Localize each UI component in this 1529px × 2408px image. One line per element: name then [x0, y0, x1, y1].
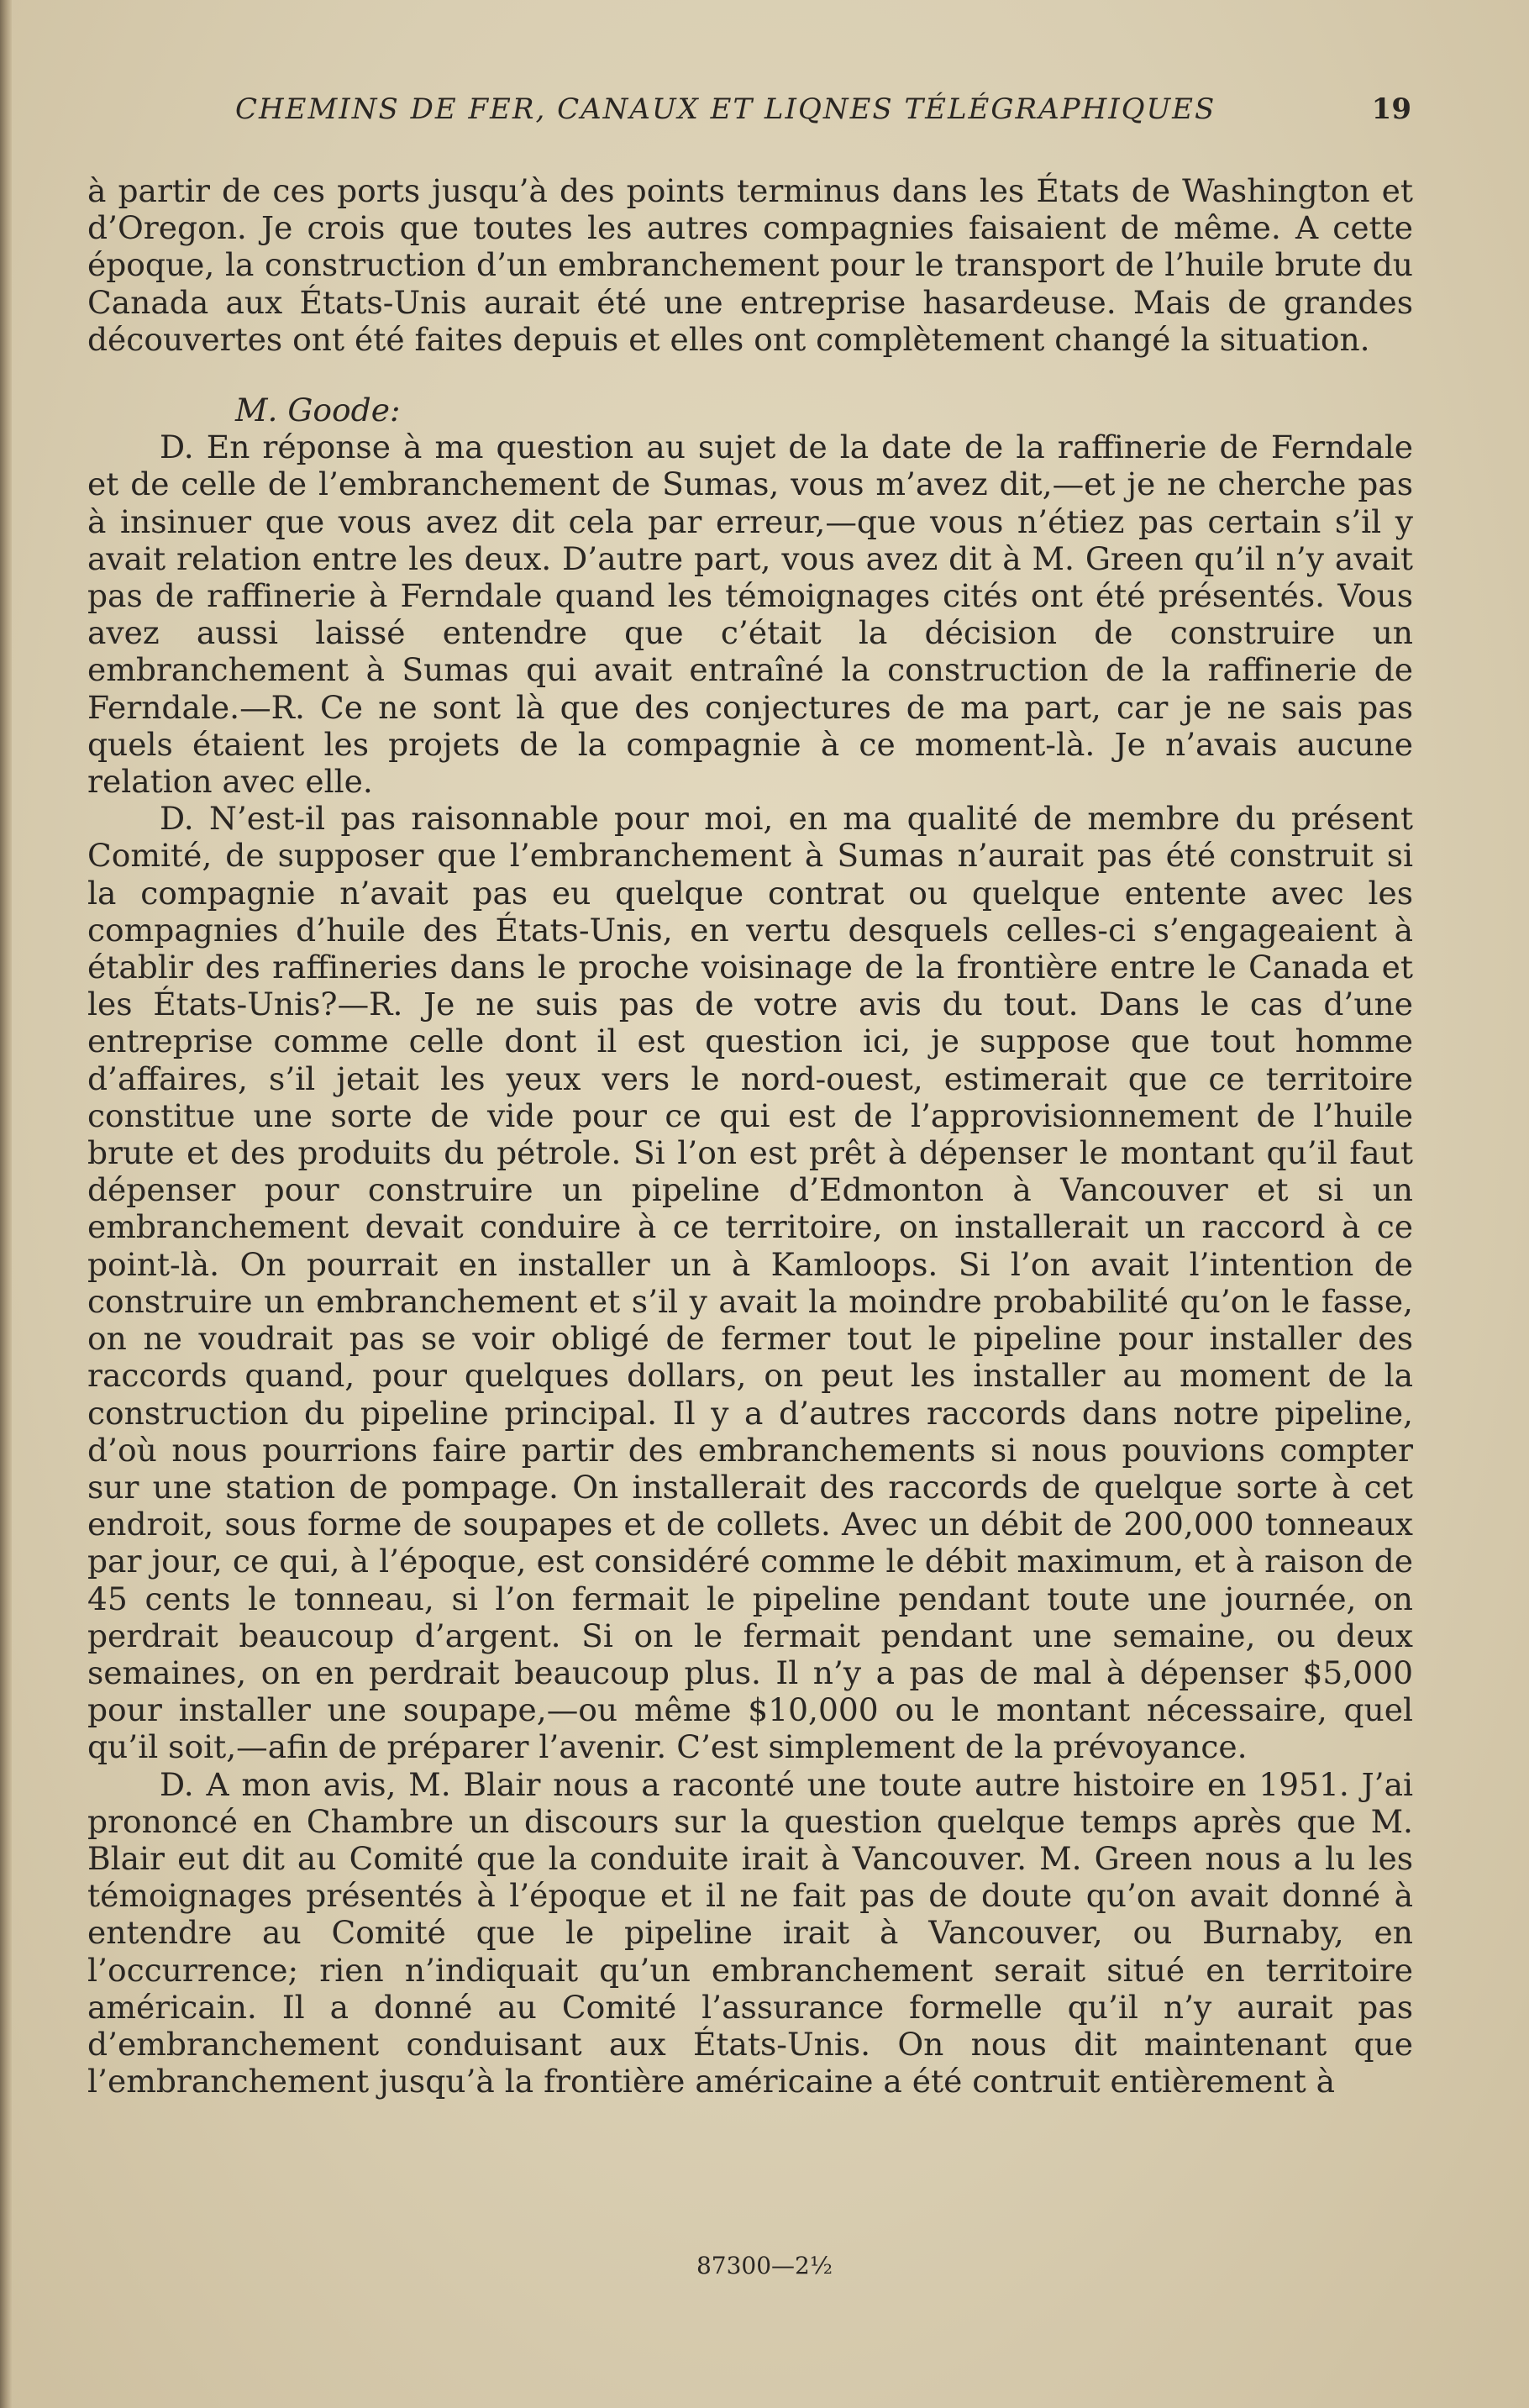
- page-number: 19: [1371, 92, 1411, 126]
- book-spine-shadow: [0, 0, 12, 2408]
- paragraph-question-1: D. En réponse à ma question au sujet de la date de la raffinerie de Ferndale et de celle de l’embranchement de Sumas, vous m’avez dit,—et je ne cherche pas à insinuer que vous avez dit cela par erreur,—que vous n’étiez pas certain s’il y avait relation entre les deux. D’autre part, vous avez dit à M. Green qu’il n’y avait pas de raffinerie à Ferndale quand les témoignages cités ont été présentés. Vous avez aussi laissé entendre que c’était la décision de construire un embranchement à Sumas qui avait entraîné la construction de la raffinerie de Ferndale.—R. Ce ne sont là que des conjectures de ma part, car je ne sais pas quels étaient les projets de la compagnie à ce moment-là. Je n’avais aucune relation avec elle.: [87, 428, 1413, 801]
- speaker-label: M. Goode:: [235, 392, 401, 429]
- footer-signature-code: 87300—2½: [696, 2252, 833, 2279]
- body-text: [87, 172, 1413, 2100]
- paragraph-continuation: à partir de ces ports jusqu’à des points terminus dans les États de Washington et d’Oregon. Je crois que toutes les autres compagnies faisaient de même. A cette époque, la construction d’un embranchement pour le transport de l’huile brute du Canada aux États-Unis aurait été une entreprise hasardeuse. Mais de grandes découvertes ont été faites depuis et elles ont complètement changé la situation.: [87, 172, 1413, 358]
- paragraph-question-3: D. A mon avis, M. Blair nous a raconté une toute autre histoire en 1951. J’ai prononcé en Chambre un discours sur la question quelque temps après que M. Blair eut dit au Comité que la conduite irait à Vancouver. M. Green nous a lu les témoignages présentés à l’époque et il ne fait pas de doute qu’on avait donné à entendre au Comité que le pipeline irait à Vancouver, ou Burnaby, en l’occurrence; rien n’indiquait qu’un embranchement serait situé en territoire américain. Il a donné au Comité l’assurance formelle qu’il n’y aurait pas d’embranchement conduisant aux États-Unis. On nous dit maintenant que l’embranchement jusqu’à la frontière américaine a été contruit entièrement à: [87, 1765, 1413, 2100]
- header-title: CHEMINS DE FER, CANAUX ET LIQNES TÉLÉGRAPHIQUES: [235, 92, 1216, 126]
- running-header: [84, 92, 1411, 143]
- paragraph-question-2: D. N’est-il pas raisonnable pour moi, en ma qualité de membre du présent Comité, de supposer que l’embranchement à Sumas n’aurait pas été construit si la compagnie n’avait pas eu quelque contrat ou quelque entente avec les compagnies d’huile des États-Unis, en vertu desquels celles-ci s’engageaient à établir des raffineries dans le proche voisinage de la frontière entre le Canada et les États-Unis?—R. Je ne suis pas de votre avis du tout. Dans le cas d’une entreprise comme celle dont il est question ici, je suppose que tout homme d’affaires, s’il jetait les yeux vers le nord-ouest, estimerait que ce territoire constitue une sorte de vide pour ce qui est de l’approvisionnement de l’huile brute et des produits du pétrole. Si l’on est prêt à dépenser le montant qu’il faut dépenser pour construire un pipeline d’Edmonton à Vancouver et si un embranchement devait conduire à ce territoire, on installerait un raccord à ce point-là. On pourrait en installer un à Kamloops. Si l’on avait l’intention de construire un embranchement et s’il y avait la moindre probabilité qu’on le fasse, on ne voudrait pas se voir obligé de fermer tout le pipeline pour installer des raccords quand, pour quelques dollars, on peut les installer au moment de la construction du pipeline principal. Il y a d’autres raccords dans notre pipeline, d’où nous pourrions faire partir des embranchements si nous pouvions compter sur une station de pompage. On installerait des raccords de quelque sorte à cet endroit, sous forme de soupapes et de collets. Avec un débit de 200,000 tonneaux par jour, ce qui, à l’époque, est considéré comme le débit maximum, et à raison de 45 cents le tonneau, si l’on fermait le pipeline pendant toute une journée, on perdrait beaucoup d’argent. Si on le fermait pendant une semaine, ou deux semaines, on en perdrait beaucoup plus. Il n’y a pas de mal à dépenser $5,000 pour installer une soupape,—ou même $10,000 ou le montant nécessaire, quel qu’il soit,—afin de préparer l’avenir. C’est simplement de la prévoyance.: [87, 800, 1413, 1766]
